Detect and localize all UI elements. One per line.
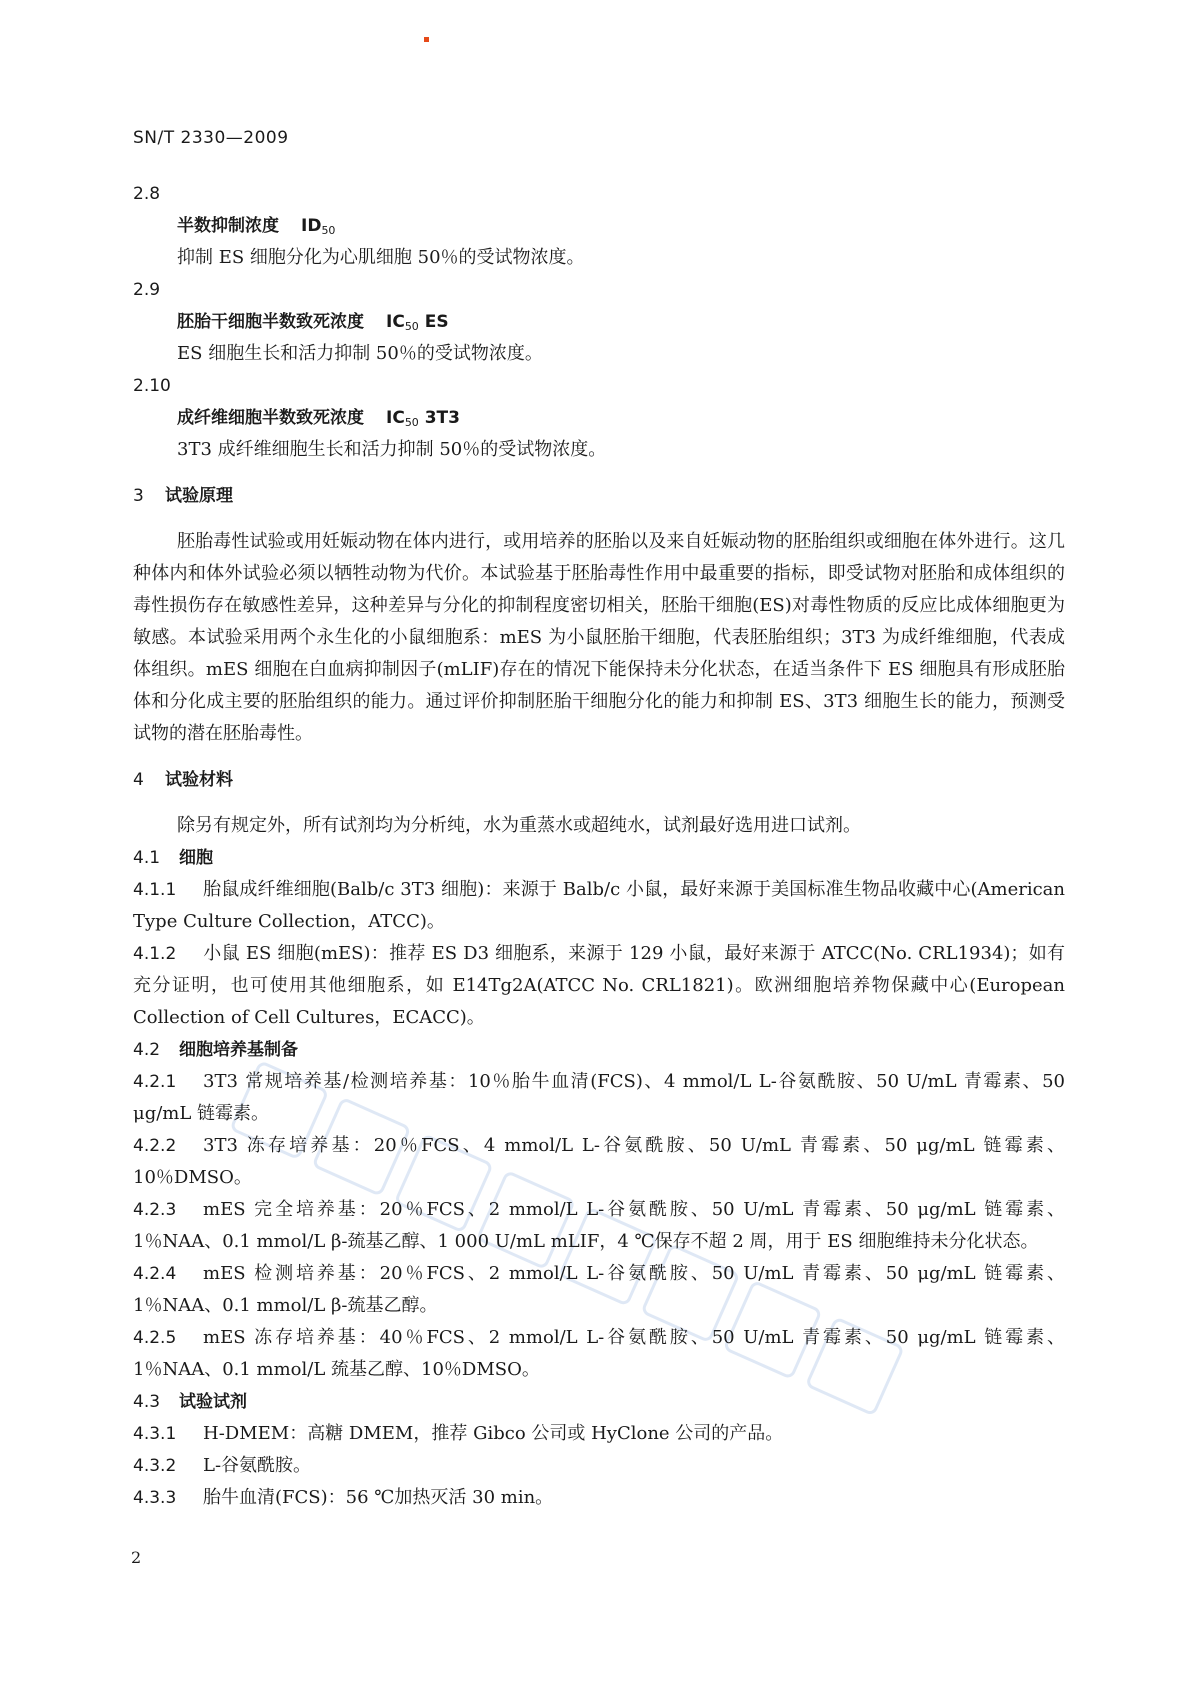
list-item: 4.3.3 胎牛血清(FCS)：56 ℃加热灭活 30 min。 — [133, 1487, 554, 1508]
section-paragraph: 除另有规定外，所有试剂均为分析纯，水为重蒸水或超纯水，试剂最好选用进口试剂。 — [177, 815, 861, 836]
list-item: 4.3.1 H-DMEM：高糖 DMEM，推荐 Gibco 公司或 HyClone 公司的产品。 — [133, 1423, 784, 1444]
section-paragraph: 胚胎毒性试验或用妊娠动物在体内进行，或用培养的胚胎以及来自妊娠动物的胚胎组织或细胞在体外进行。这几种体内和体外试验必须以牺牲动物为代价。本试验基于胚胎毒性作用中最重要的指标，即受试物对胚胎和成体组织的毒性损伤存在敏感性差异，这种差异与分化的抑制程度密切相关，胚胎干细胞(ES)对毒性物质的反应比成体细胞更为敏感。本试验采用两个永生化的小鼠细胞系：mES 为小鼠胚胎干细胞，代表胚胎组织；3T3 为成纤维细胞，代表成体组织。mES 细胞在白血病抑制因子(mLIF)存在的情况下能保持未分化状态，在适当条件下 ES 细胞具有形成胚胎体和分化成主要的胚胎组织的能力。通过评价抑制胚胎干细胞分化的能力和抑制 ES、3T3 细胞生长的能力，预测受试物的潜在胚胎毒性。 — [133, 531, 1065, 744]
term-symbol: $ID_{50}$ — [301, 216, 336, 237]
list-item: 4.3.2 L-谷氨酰胺。 — [133, 1455, 312, 1476]
decorative-dot — [424, 37, 429, 42]
section-heading: 3 试验原理 — [133, 486, 233, 506]
term-heading — [177, 402, 1065, 434]
subsection-heading: 4.1 细胞 — [133, 848, 213, 868]
clause-number: 2.8 — [133, 184, 161, 204]
list-item: 4.1.2 小鼠 ES 细胞(mES)：推荐 ES D3 细胞系，来源于 129 小鼠，最好来源于 ATCC(No. CRL1934)；如有充分证明，也可使用其他细胞系，如 E14Tg2A(ATCC No. CRL1821)。欧洲细胞培养物保藏中心(European Collection of Cell Cultures，ECACC)。 — [133, 943, 1065, 1028]
term-definition: 3T3 成纤维细胞生长和活力抑制 50％的受试物浓度。 — [177, 439, 607, 460]
list-item: 4.2.1 3T3 常规培养基/检测培养基：10％胎牛血清(FCS)、4 mmol/L L-谷氨酰胺、50 U/mL 青霉素、50 μg/mL 链霉素。 — [133, 1071, 1065, 1124]
term-definition: 抑制 ES 细胞分化为心肌细胞 50％的受试物浓度。 — [177, 247, 585, 268]
list-item: 4.2.4 mES 检测培养基：20％FCS、2 mmol/L L-谷氨酰胺、50 U/mL 青霉素、50 μg/mL 链霉素、1％NAA、0.1 mmol/L β-巯基乙醇。 — [133, 1263, 1065, 1316]
page-number: 2 — [131, 1548, 142, 1567]
term-definition: ES 细胞生长和活力抑制 50％的受试物浓度。 — [177, 343, 543, 364]
clause-number: 2.10 — [133, 376, 171, 396]
clause-number: 2.9 — [133, 280, 161, 300]
list-item: 4.1.1 胎鼠成纤维细胞(Balb/c 3T3 细胞)：来源于 Balb/c 小鼠，最好来源于美国标准生物品收藏中心(American Type Culture Collection，ATCC)。 — [133, 879, 1065, 932]
list-item: 4.2.2 3T3 冻存培养基：20％FCS、4 mmol/L L-谷氨酰胺、50 U/mL 青霉素、50 μg/mL 链霉素、10％DMSO。 — [133, 1135, 1065, 1188]
term-name: 胚胎干细胞半数致死浓度 — [177, 312, 364, 332]
list-item: 4.2.3 mES 完全培养基：20％FCS、2 mmol/L L-谷氨酰胺、50 U/mL 青霉素、50 μg/mL 链霉素、1％NAA、0.1 mmol/L β-巯基乙醇、1 000 U/mL mLIF，4 ℃保存不超 2 周，用于 ES 细胞维持未分化状态。 — [133, 1199, 1065, 1252]
document-body — [133, 178, 1065, 1514]
subsection-heading: 4.3 试验试剂 — [133, 1392, 247, 1412]
term-symbol: $IC_{50}$ 3T3 — [386, 408, 460, 429]
section-heading: 4 试验材料 — [133, 770, 233, 790]
term-heading — [177, 306, 1065, 338]
list-item: 4.2.5 mES 冻存培养基：40％FCS、2 mmol/L L-谷氨酰胺、50 U/mL 青霉素、50 μg/mL 链霉素、1％NAA、0.1 mmol/L 巯基乙醇、10％DMSO。 — [133, 1327, 1065, 1380]
standard-code: SN/T 2330—2009 — [133, 128, 289, 148]
term-name: 成纤维细胞半数致死浓度 — [177, 408, 364, 428]
term-name: 半数抑制浓度 — [177, 216, 279, 236]
subsection-heading: 4.2 细胞培养基制备 — [133, 1040, 298, 1060]
term-symbol: $IC_{50}$ ES — [386, 312, 449, 333]
term-heading — [177, 210, 1065, 242]
